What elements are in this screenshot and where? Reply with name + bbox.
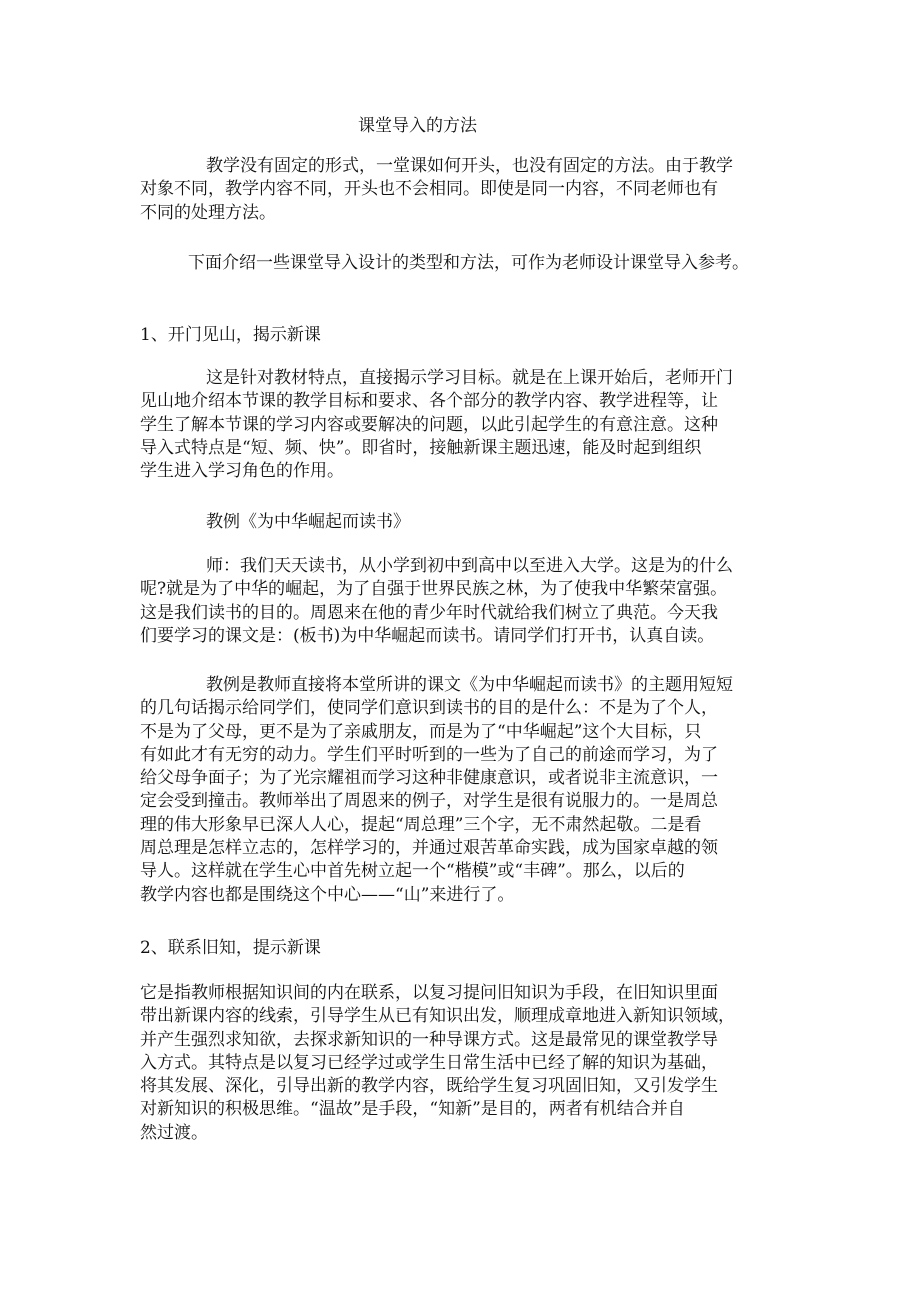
- text-line: 理的伟大形象早已深人人心，提起“周总理”三个字，无不肃然起敬。二是看: [140, 814, 702, 835]
- example-title: 教例《为中华崛起而读书》: [206, 512, 410, 532]
- text-line: 带出新课内容的线索，引导学生从已有知识出发，顺理成章地进入新知识领域，: [140, 1006, 735, 1027]
- text-line: 并产生强烈求知欲，去探求新知识的一种导课方式。这是最常见的课堂教学导: [140, 1029, 718, 1050]
- section-1-paragraph-2: [140, 555, 790, 648]
- text-line: 导入式特点是“短、频、快”。即省时，接触新课主题迅速，能及时起到组织: [140, 437, 702, 458]
- text-line: 定会受到撞击。教师举出了周恩来的例子，对学生是很有说服力的。一是周总: [140, 791, 718, 812]
- text-line: 这是我们读书的目的。周恩来在他的青少年时代就给我们树立了典范。今天我: [140, 602, 718, 623]
- text-line: 师：我们天天读书，从小学到初中到高中以至进入大学。这是为的什么: [206, 556, 733, 576]
- intro-paragraph-2: [140, 252, 790, 275]
- section-1-paragraph-1: [140, 367, 790, 483]
- text-line: 不是为了父母，更不是为了亲戚朋友，而是为了“中华崛起”这个大目标，只: [140, 721, 702, 742]
- text-line: 导人。这样就在学生心中首先树立起一个“楷模”或“丰碑”。那么，以后的: [140, 861, 685, 882]
- text-line: 教例是教师直接将本堂所讲的课文《为中华崛起而读书》的主题用短短: [206, 675, 733, 695]
- text-line: 学生了解本节课的学习内容或要解决的问题，以此引起学生的有意注意。这种: [140, 414, 718, 435]
- text-line: 学生进入学习角色的作用。: [140, 461, 344, 482]
- text-line: 对象不同，教学内容不同，开头也不会相同。即使是同一内容，不同老师也有: [140, 179, 718, 200]
- section-1-paragraph-3: [140, 674, 790, 907]
- text-line: 们要学习的课文是：(板书)为中华崛起而读书。请同学们打开书，认真自读。: [140, 625, 715, 646]
- intro-paragraph: [140, 155, 790, 225]
- text-line: 它是指教师根据知识间的内在联系，以复习提问旧知识为手段，在旧知识里面: [140, 983, 718, 1003]
- section-1-heading: 1、开门见山，揭示新课: [140, 325, 321, 345]
- section-2-paragraph-1: [140, 982, 790, 1145]
- text-line: 对新知识的积极思维。“温故”是手段，“知新”是目的，两者有机结合并自: [140, 1099, 685, 1120]
- text-line: 然过渡。: [140, 1122, 208, 1143]
- text-line: 下面介绍一些课堂导入设计的类型和方法，可作为老师设计课堂导入参考。: [188, 253, 749, 273]
- text-line: 给父母争面子；为了光宗耀祖而学习这种非健康意识，或者说非主流意识，一: [140, 768, 718, 789]
- text-line: 见山地介绍本节课的教学目标和要求、各个部分的教学内容、教学进程等，让: [140, 391, 718, 412]
- section-2-heading: 2、联系旧知，提示新课: [140, 938, 321, 958]
- document-title: 课堂导入的方法: [358, 116, 477, 136]
- text-line: 不同的处理方法。: [140, 202, 276, 223]
- text-line: 将其发展、深化，引导出新的教学内容，既给学生复习巩固旧知，又引发学生: [140, 1076, 718, 1097]
- text-line: 的几句话揭示给同学们，使同学们意识到读书的目的是什么：不是为了个人，: [140, 698, 718, 719]
- text-line: 呢?就是为了中华的崛起，为了自强于世界民族之林，为了使我中华繁荣富强。: [140, 579, 728, 600]
- text-line: 教学没有固定的形式，一堂课如何开头，也没有固定的方法。由于教学: [206, 156, 733, 176]
- text-line: 这是针对教材特点，直接揭示学习目标。就是在上课开始后，老师开门: [206, 368, 733, 388]
- text-line: 入方式。其特点是以复习已经学过或学生日常生活中已经了解的知识为基础，: [140, 1052, 718, 1073]
- text-line: 周总理是怎样立志的，怎样学习的，并通过艰苦革命实践，成为国家卓越的领: [140, 838, 718, 859]
- text-line: 有如此才有无穷的动力。学生们平时听到的一些为了自己的前途而学习，为了: [140, 744, 718, 765]
- text-line: 教学内容也都是围绕这个中心——“山”来进行了。: [140, 884, 515, 905]
